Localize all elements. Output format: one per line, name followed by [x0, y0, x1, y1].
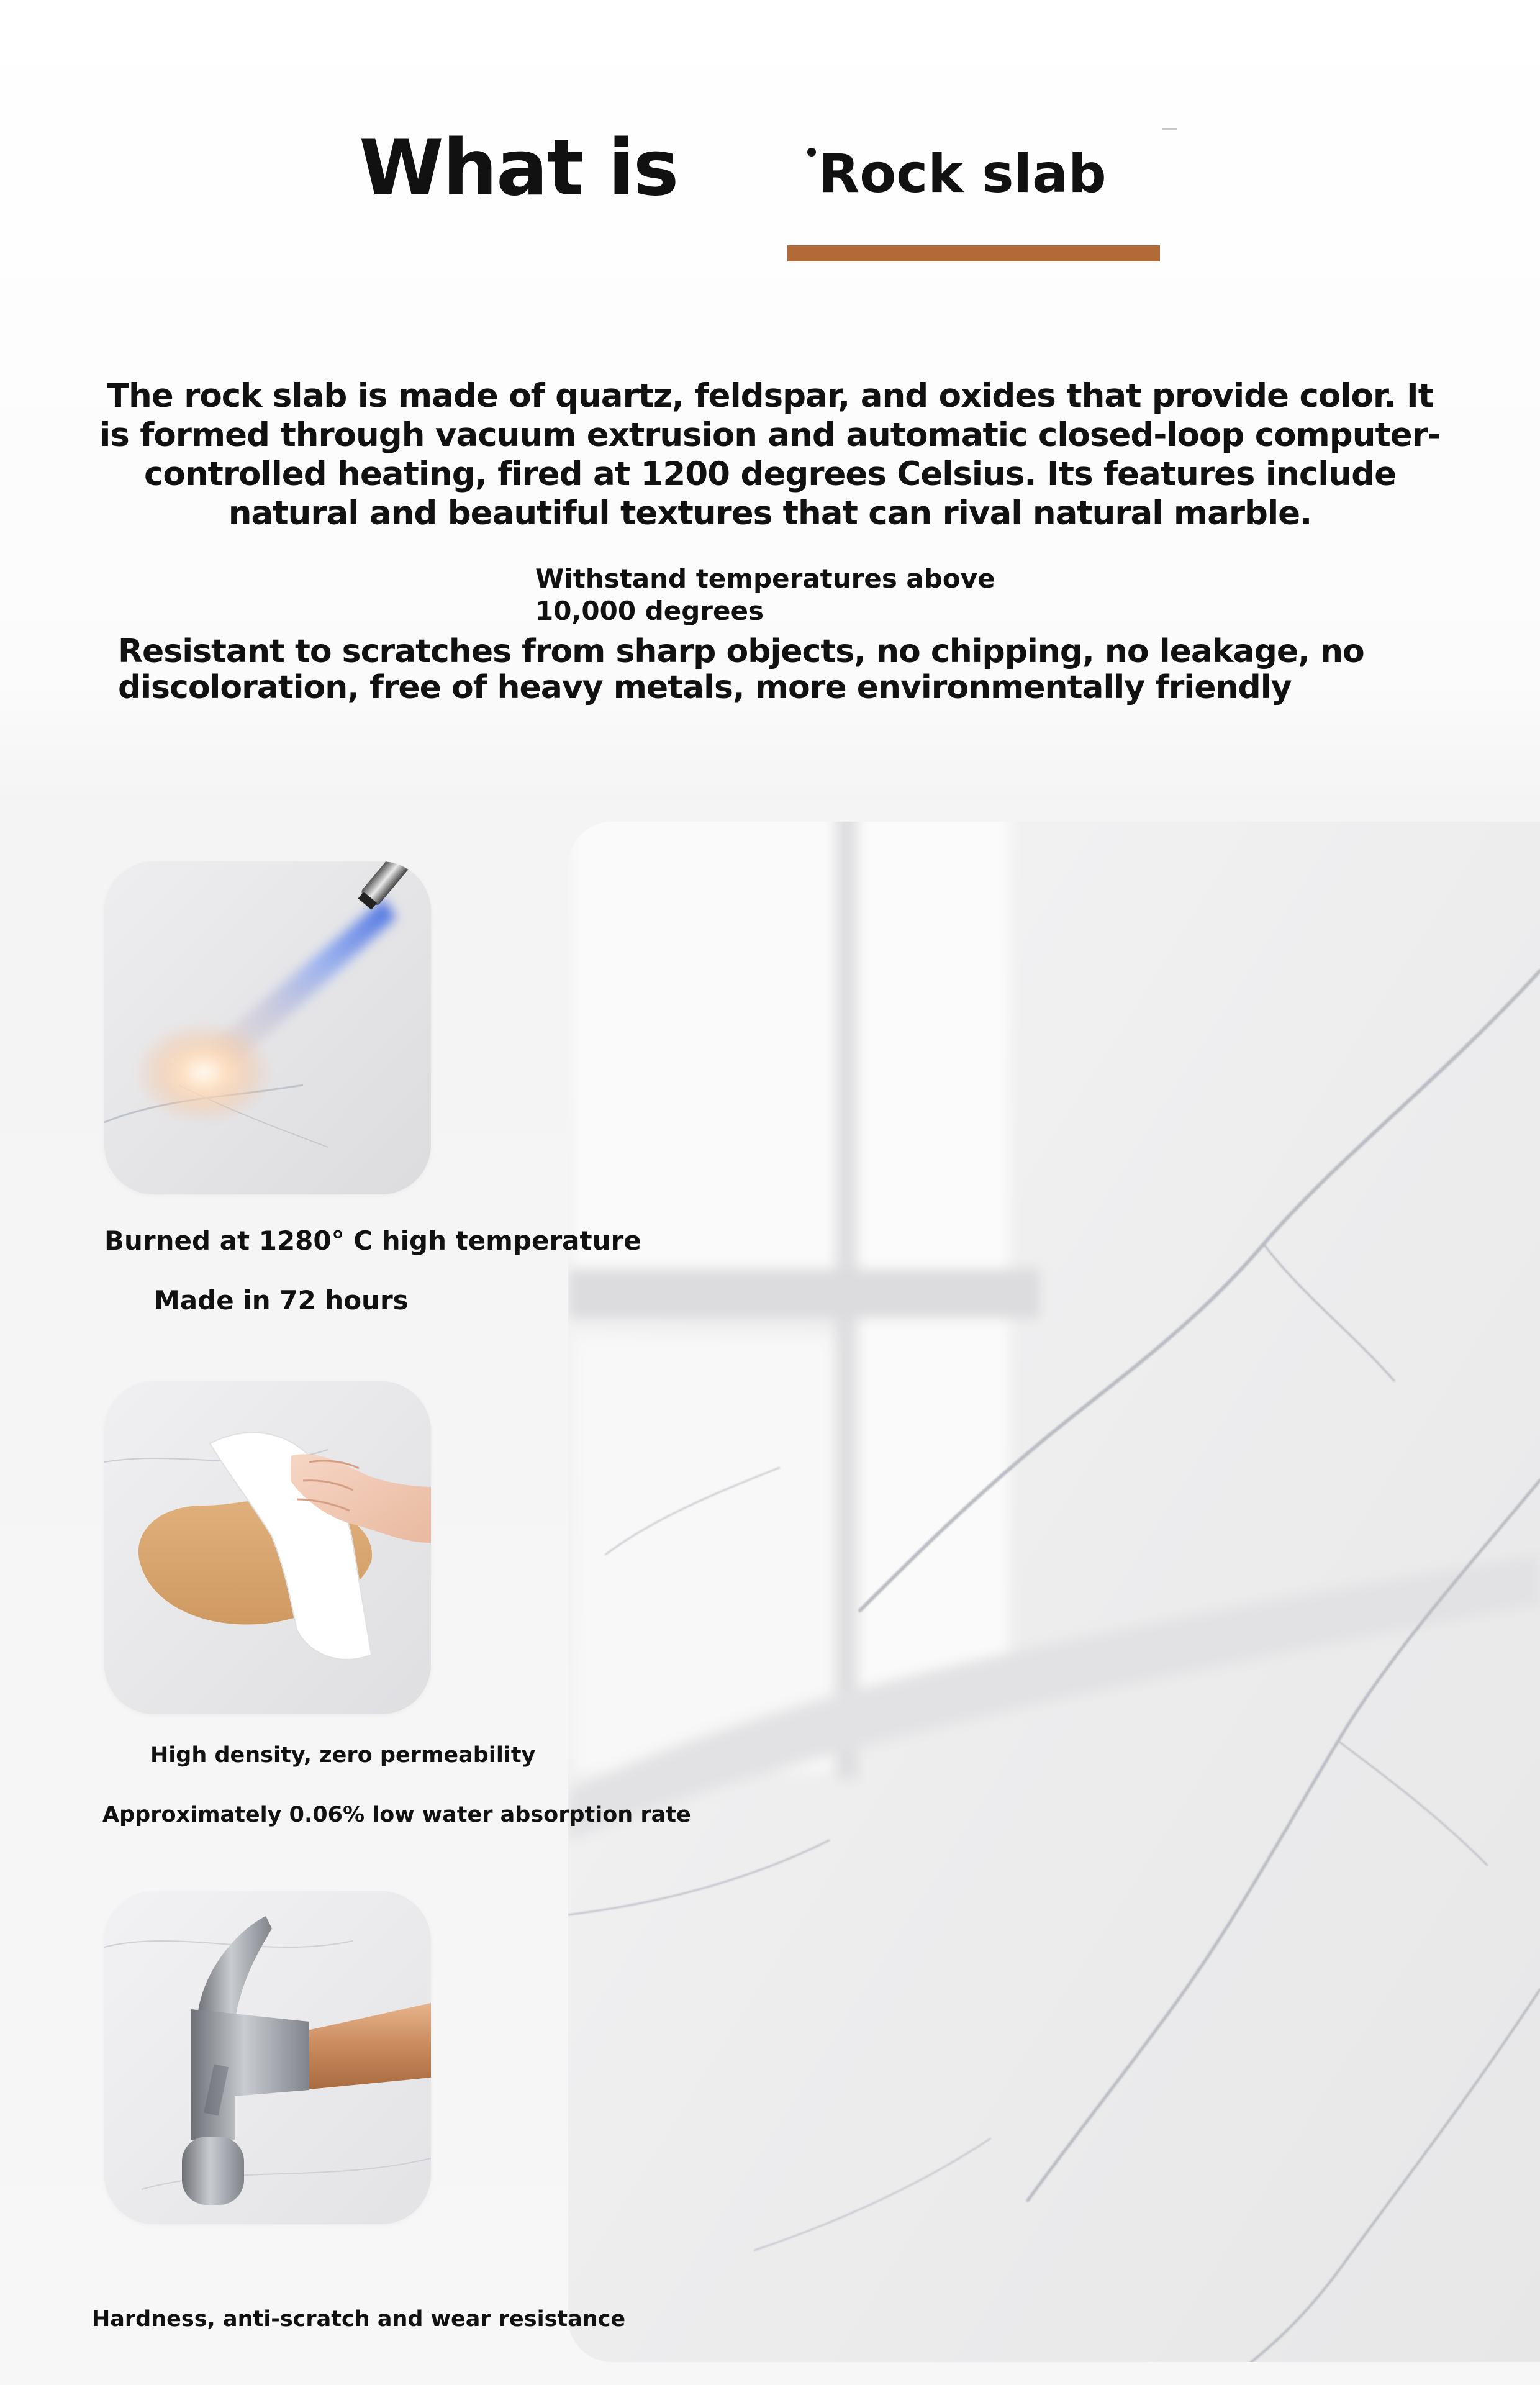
- feature-card-hardness: [104, 1891, 431, 2224]
- feature-absorption-caption: Approximately 0.06% low water absorption rate: [102, 1802, 691, 1827]
- feature-heat-subcaption: Made in 72 hours: [154, 1285, 409, 1315]
- wiping-cloth-icon: [104, 1381, 431, 1714]
- page-title-prefix: What is: [359, 124, 678, 213]
- feature-density-caption: High density, zero permeability: [150, 1743, 536, 1768]
- temperature-claim: [535, 563, 1094, 627]
- feature-heat-caption: Burned at 1280° C high temperature: [104, 1225, 641, 1256]
- title-bullet-dot: [807, 148, 816, 157]
- claw-hammer-icon: [104, 1891, 431, 2224]
- feature-card-heat: [104, 861, 431, 1194]
- resistance-claim: Resistant to scratches from sharp objects, no chipping, no leakage, no discoloration, free of heavy metals, more environmentally friendly: [118, 633, 1364, 706]
- page-title-subject: Rock slab: [818, 143, 1107, 205]
- title-underline-bar: [787, 245, 1160, 261]
- marble-texture-illustration: [568, 822, 1540, 2362]
- temperature-claim-line-2: 10,000 degrees: [535, 596, 764, 626]
- marble-slab-image: [568, 822, 1540, 2362]
- temperature-claim-line-1: Withstand temperatures above: [535, 563, 995, 594]
- intro-paragraph: The rock slab is made of quartz, feldspar, and oxides that provide color. It is formed through vacuum extrusion and automatic closed-loop computer-controlled heating, fired at 1200 degrees Celsius. Its features include natural and beautiful textures that can rival natural marble.: [99, 377, 1441, 532]
- decorative-dash: [1162, 128, 1177, 130]
- blowtorch-flame-icon: [104, 861, 431, 1194]
- feature-hardness-caption: Hardness, anti-scratch and wear resistance: [92, 2307, 626, 2332]
- feature-card-density: [104, 1381, 431, 1714]
